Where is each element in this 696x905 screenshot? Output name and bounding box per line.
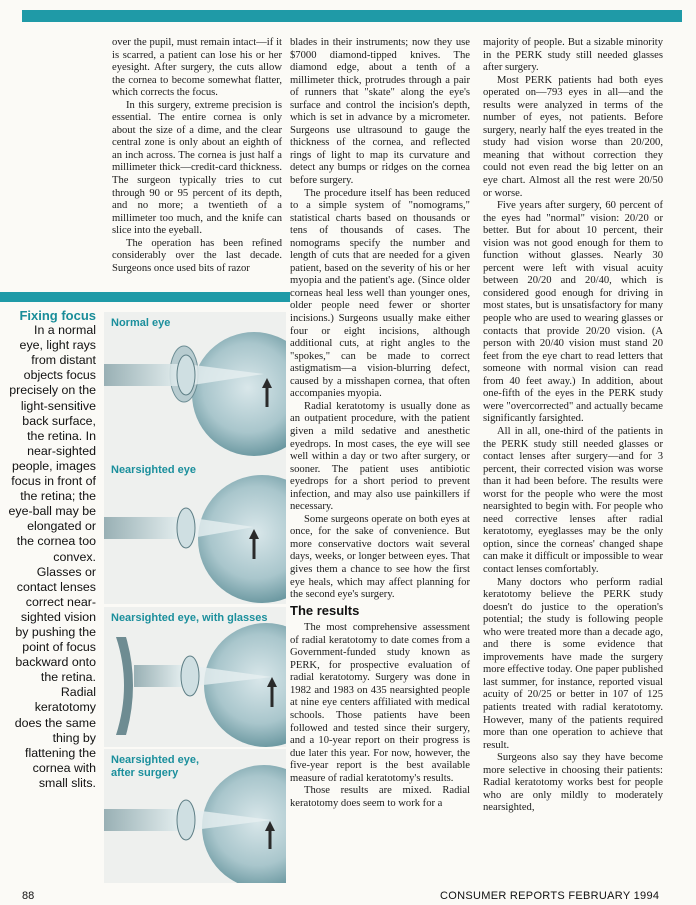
sidebar-rule <box>0 292 290 302</box>
paragraph: over the pupil, must remain intact—if it is scarred, a patient can lose his or her eyesight. After surgery, the cuts allow the cornea to become somewhat flatter, which corrects the focus. <box>112 37 282 99</box>
footer-magazine: CONSUMER REPORTS FEBRUARY 1994 <box>440 890 660 902</box>
paragraph: The operation has been refined considerably over the last decade. Surgeons once used bits of razor <box>112 237 282 274</box>
figure-label: Nearsighted eye <box>111 464 196 476</box>
figure-eye-after-surgery <box>104 749 286 883</box>
figure-nearsighted-eye <box>104 459 286 617</box>
sidebar-body: In a normal eye, light rays from distant objects focus precisely on the light-sensitive back surface, the retina. In near-sighted people, images focus in front of the retina; the eye-ball may be elongated or the cornea too convex. Glasses or contact lenses correct near-sighted vision by pushing the point of focus backward onto the retina. Radial keratotomy does the same thing by flattening the cornea with small slits. <box>8 323 96 790</box>
sidebar-caption <box>8 308 96 791</box>
top-color-bar <box>22 10 682 22</box>
paragraph: blades in their instruments; now they use $7000 diamond-tipped knives. The diamond edge, about a tenth of a millimeter thick, protrudes through a pair of runners that "skate" along the eye's surface and control the incision's depth, which is set in advance by a micrometer. Surgeons use ultrasound to gauge the thickness of the cornea, and reflected rings of light to map its curvature and detect any bumps or ridges on the cornea before surgery. <box>290 37 470 187</box>
figure-label: Nearsighted eye, after surgery <box>111 754 200 779</box>
figure-label: Nearsighted eye, with glasses <box>111 612 268 624</box>
figure-eye-with-glasses <box>104 607 286 765</box>
paragraph: Those results are mixed. Radial keratotomy does seem to work for a <box>290 785 470 809</box>
paragraph: All in all, one-third of the patients in the PERK study still needed glasses or contact lenses after surgery—and for 3 percent, their corrected vision was worse than it had been before. The results were worst for the people who were the most nearsighted to begin with. For people who need corrective lenses after radial keratotomy, eyeglasses may be the only option, since the corneas' changed shape can make it difficult or impossible to wear contact lenses comfortably. <box>483 425 663 575</box>
page-number: 88 <box>22 890 35 902</box>
paragraph: majority of people. But a sizable minority in the PERK study still needed glasses after surgery. <box>483 37 663 74</box>
paragraph: Radial keratotomy is usually done as an outpatient procedure, with the patient given a mild sedative and anesthetic eyedrops. In most cases, the eye will see well within a day or two after surgery, or sooner. The patient uses antibiotic eyedrops for a short period to prevent infection, and may also use painkillers if necessary. <box>290 400 470 513</box>
paragraph: Five years after surgery, 60 percent of the eyes had "normal" vision: 20/20 or better. But for about 10 percent, their vision was not good enough for them to function without glasses. Nearly 30 percent were left with visual acuity between 20/20 and 20/40, which is considered good enough for driving in most states, but is unsatisfactory for many people who are used to wearing glasses or contacts that provide 20/20 vision. (A person with 20/40 vision must stand 20 feet from the eye chart to read letters that someone with normal vision can read from 40 feet away.) In addition, about one-fifth of the eyes in the PERK study were "overcorrected" and actually became significantly farsighted. <box>483 200 663 425</box>
figure-normal-eye <box>104 312 286 470</box>
paragraph: Some surgeons operate on both eyes at once, for the sake of convenience. But more conservative doctors wait several days, weeks, or longer between eyes. That gives them a chance to see how the first eye heals, which may affect planning for the second eye's surgery. <box>290 513 470 601</box>
column-3 <box>483 37 663 815</box>
paragraph: The procedure itself has been reduced to a simple system of "nomograms," statistical charts based on thousands or tens of thousands of cases. The nomograms specify the number and length of cuts that are needed for a given patient, based on the severity of his or her myopia and the patient's age. (Since older corneas heal less well than younger ones, older people need fewer or shorter incisions.) Surgeons usually make either four or eight incisions, although additional cuts, at right angles to the "spokes," can be made to correct astigmatism—a vision-blurring defect, caused by a misshapen cornea, that often accompanies myopia. <box>290 187 470 400</box>
column-1 <box>112 37 282 275</box>
paragraph: The most comprehensive assessment of radial keratotomy to date comes from a Government-funded study known as PERK, for prospective evaluation of radial keratotomy. Surgery was done in 1982 and 1983 on 435 nearsighted people at nine eye centers affiliated with medical schools. Those patients have been followed and tested since their surgery, and a 10-year report on their progress is due later this year. For now, however, the five-year report is the best available measure of radial keratotomy's results. <box>290 622 470 784</box>
sidebar-title: Fixing focus <box>19 308 96 323</box>
paragraph: Surgeons also say they have become more selective in choosing their patients: Radial keratotomy works best for people who are only mildly to moderately nearsighted, <box>483 752 663 814</box>
section-heading-results: The results <box>290 602 360 618</box>
paragraph: Many doctors who perform radial keratotomy believe the PERK study doesn't do justice to the operation's potential; the study is following people who were treated more than a decade ago, and there is some evidence that improvements have made the surgery more effective today. One paper published last summer, for instance, reported visual acuity of 20/25 or better in 107 of 125 patients treated with radial keratotomy. However, many of the patients required more than one operation to achieve that result. <box>483 576 663 751</box>
column-2 <box>290 37 470 810</box>
paragraph: In this surgery, extreme precision is essential. The entire cornea is only about the size of a dime, and the clear central zone is only about an eighth of an inch across. The cornea is just half a millimeter thick—credit-card thickness. The surgeon typically tries to cut through 90 or 95 percent of its depth, and no more; a twentieth of a millimeter too much, and the knife can slice into the eyeball. <box>112 99 282 237</box>
figure-label: Normal eye <box>111 317 171 329</box>
paragraph: Most PERK patients had both eyes operated on—793 eyes in all—and the results were analyzed in terms of the number of eyes, not patients. Before surgery, nearly half the eyes treated in the study had vision worse than 20/200, meaning that without correction they could not even read the big letter on an eye chart. Almost all the rest were 20/50 or worse. <box>483 74 663 199</box>
